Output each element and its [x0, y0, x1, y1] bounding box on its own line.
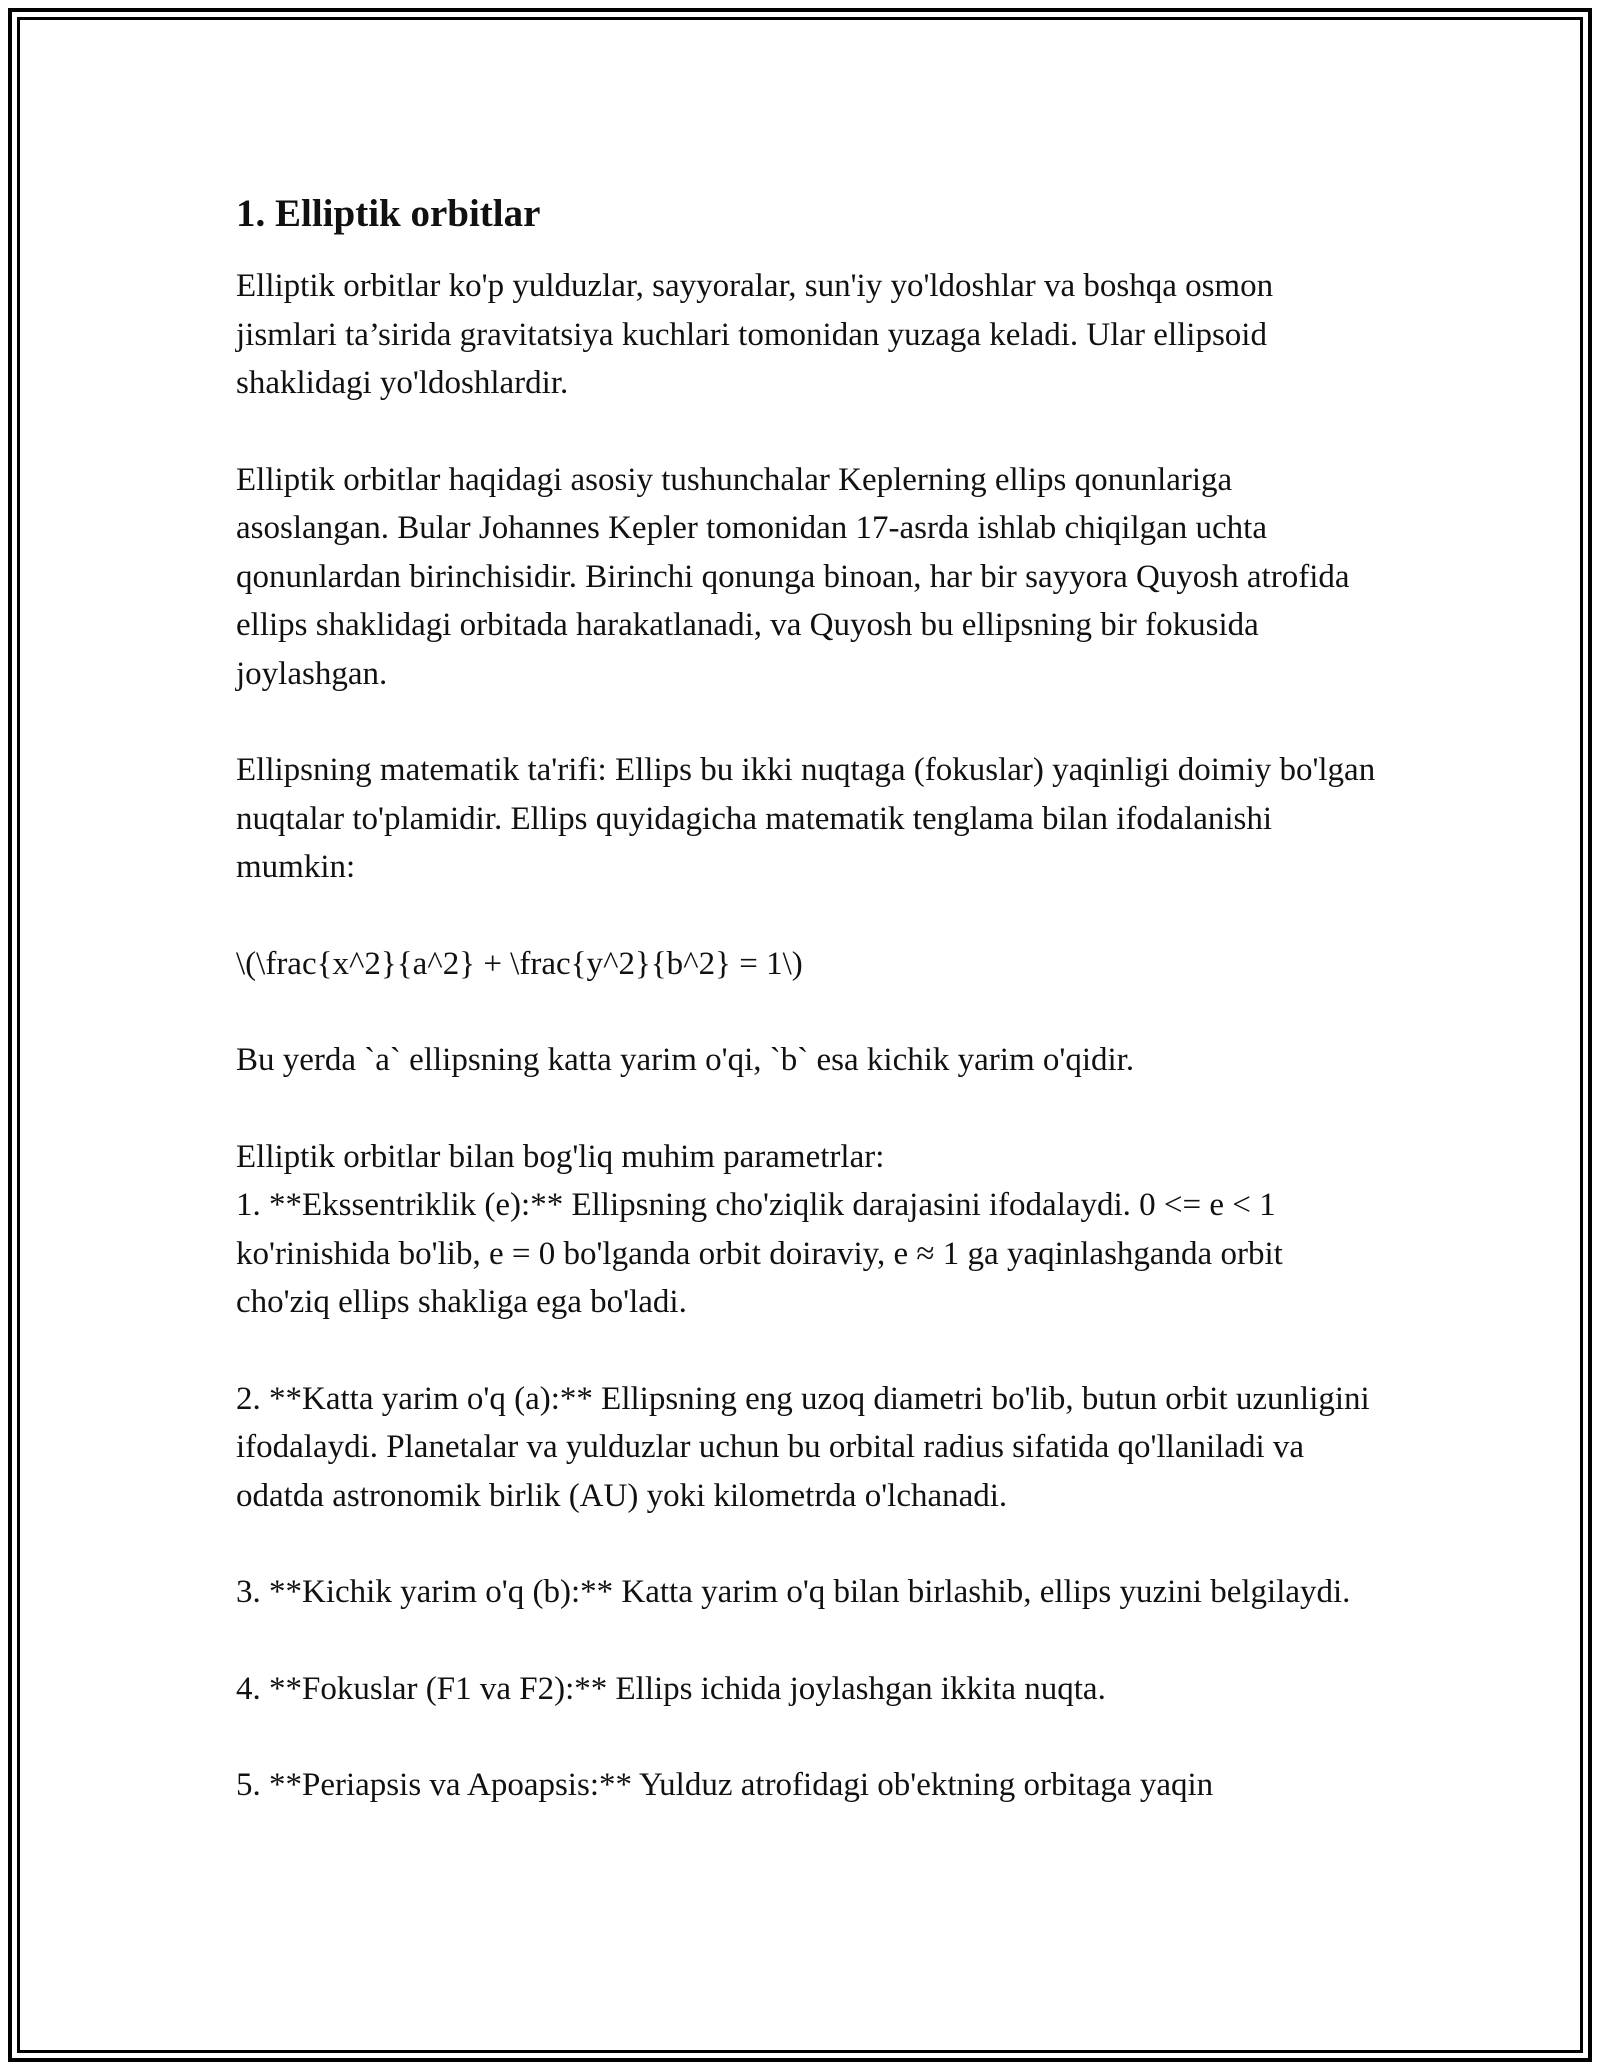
list-item-eccentricity: 1. **Ekssentriklik (e):** Ellipsning cho'ziqlik darajasini ifodalaydi. 0 <= e < 1 ko'rinishida bo'lib, e = 0 bo'lganda orbit doiraviy, e ≈ 1 ga yaqinlashganda orbit cho'ziq ellips shakliga ega bo'ladi.: [236, 1187, 1283, 1320]
ellipse-equation: \(\frac{x^2}{a^2} + \frac{y^2}{b^2} = 1\): [236, 945, 803, 982]
paragraph-intro: Elliptik orbitlar ko'p yulduzlar, sayyoralar, sun'iy yo'ldoshlar va boshqa osmon jismlari ta’sirida gravitatsiya kuchlari tomonidan yuzaga keladi. Ular ellipsoid shaklidagi yo'ldoshlardir.: [236, 268, 1274, 401]
parameters-intro: Elliptik orbitlar bilan bog'liq muhim parametrlar:: [236, 1138, 885, 1175]
list-item-semi-minor-axis: 3. **Kichik yarim o'q (b):** Katta yarim o'q bilan birlashib, ellips yuzini belgilaydi.: [236, 1574, 1351, 1610]
paragraph-definition: Ellipsning matematik ta'rifi: Ellips bu ikki nuqtaga (fokuslar) yaqinligi doimiy bo'lgan nuqtalar to'plamidir. Ellips quyidagicha matematik tenglama bilan ifodalanishi mumkin:: [236, 752, 1376, 885]
list-item-semi-major-axis: 2. **Katta yarim o'q (a):** Ellipsning eng uzoq diametri bo'lib, butun orbit uzunligini ifodalaydi. Planetalar va yulduzlar uchun bu orbital radius sifatida qo'llaniladi va odatda astronomik birlik (AU) yoki kilometrda o'lchanadi.: [236, 1380, 1370, 1514]
section-heading: 1. Elliptik orbitlar: [236, 192, 541, 235]
list-item-foci: 4. **Fokuslar (F1 va F2):** Ellips ichida joylashgan ikkita nuqta.: [236, 1670, 1106, 1707]
paragraph-axes: Bu yerda `a` ellipsning katta yarim o'qi, `b` esa kichik yarim o'qidir.: [236, 1042, 1135, 1078]
document-body: [236, 186, 1376, 1858]
list-item-periapsis: 5. **Periapsis va Apoapsis:** Yulduz atrofidagi ob'ektning orbitaga yaqin: [236, 1767, 1214, 1803]
paragraph-kepler: Elliptik orbitlar haqidagi asosiy tushunchalar Keplerning ellips qonunlariga asoslangan. Bular Johannes Kepler tomonidan 17-asrda ishlab chiqilgan uchta qonunlardan birinchisidir. Birinchi qonunga binoan, har bir sayyora Quyosh atrofida ellips shaklidagi orbitada harakatlanadi, va Quyosh bu ellipsning bir fokusida joylashgan.: [236, 461, 1350, 692]
